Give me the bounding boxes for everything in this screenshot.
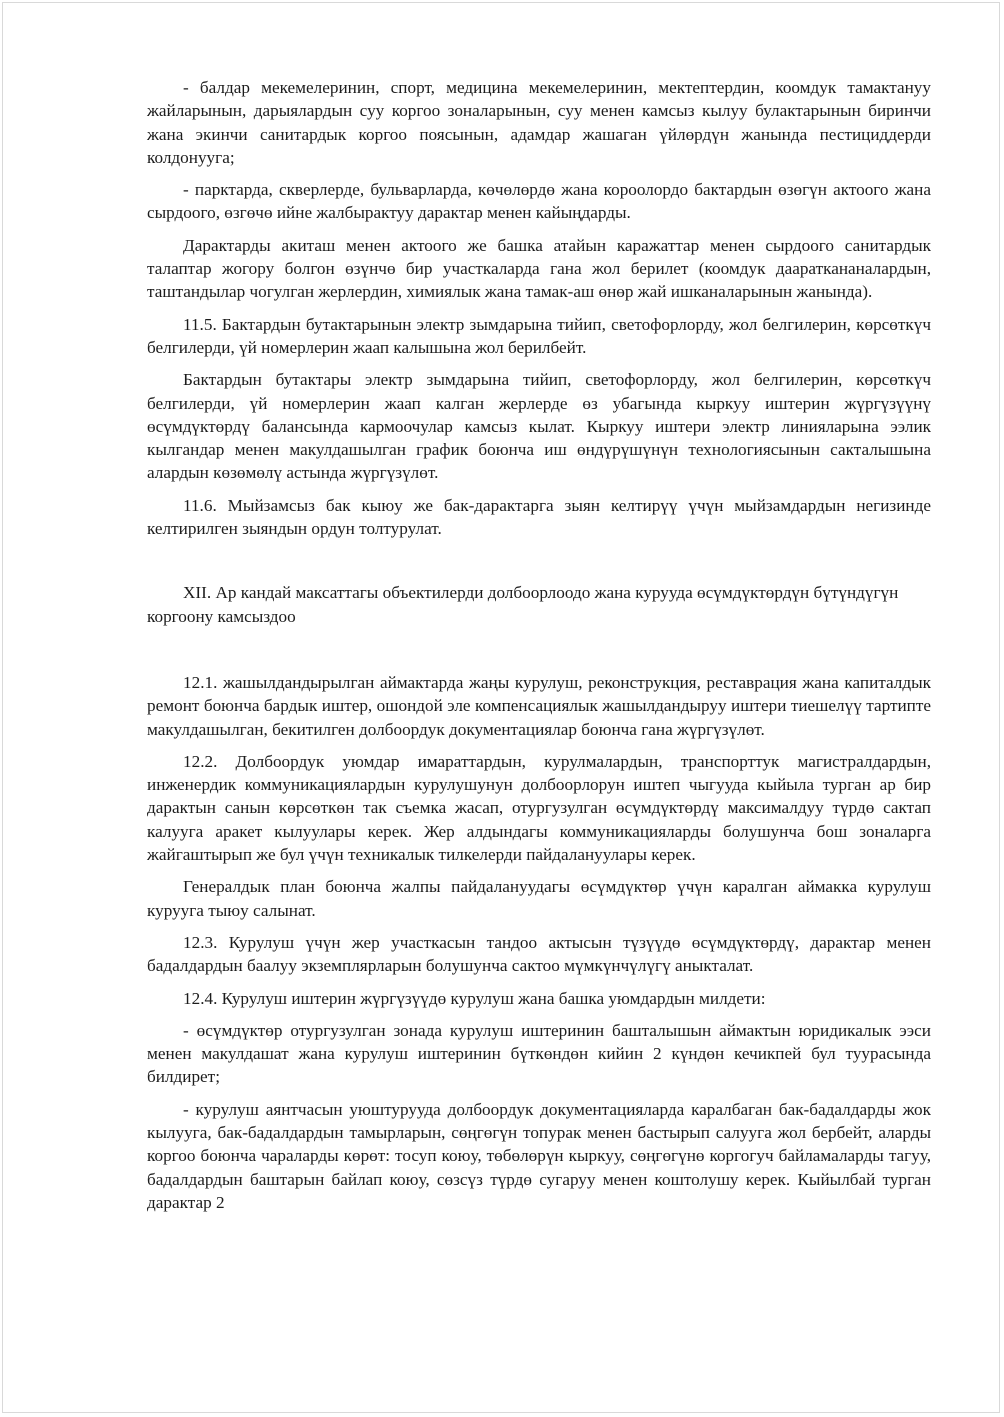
paragraph-12-2: 12.2. Долбоордук уюмдар имараттардын, курулмалардын, транспорттук магистралдардын, инженердик коммуникациялардын курулушунун долбоорлорун иштеп чыгууда кыйыла турган ар бир дарактын санын көрсөткөн так съемка жасап, отургузулган өсүмдүктөрдү максималдуу түрдө сактап калууга аракет кылуулары керек. Жер алдындагы коммуникацияларды болушунча бош зоналарга жайгаштырып же бул үчүн техникалык тилкелерди пайдалануулары керек. [147,751,931,865]
paragraph-site-protection: - курулуш аянтчасын уюштурууда долбоордук документацияларда каралбаган бак-бадалдарды жок кылууга, бак-бадалдардын тамырларын, сөңгөгүн топурак менен бастырып салууга жол бербейт, аларды коргоо боюнча чараларды көрөт: тосуп коюу, төбөлөрүн кыркуу, сөңгөгүнө коргогуч байламаларды тагуу, бадалдардын баштарын байлап коюу, сөзсүз түрдө сугаруу менен коштолушу керек. Кыйылбай турган дарактар 2 [147,1099,931,1212]
paragraph-11-5: 11.5. Бактардын бутактарынын электр зымдарына тийип, светофорлорду, жол белгилерин, көрсөткүч белгилерди, үй номерлерин жаап калышына жол берилбейт. [147,314,931,357]
paragraph-12-3: 12.3. Курулуш үчүн жер участкасын тандоо актысын түзүүдө өсүмдүктөрдү, дарактар менен бадалдардын баалуу экземплярларын болушунча сактоо мүмкүнчүлүгү аныкталат. [147,932,931,976]
paragraph-notify-owner: - өсүмдүктөр отургузулган зонада курулуш иштеринин башталышын аймактын юридикалык ээси менен макулдашат жана курулуш иштеринин бүткөндөн кийин 2 күндөн кечикпей бул туурасында билдирет; [147,1020,931,1087]
paragraph-pruning: Бактардын бутактары электр зымдарына тийип, светофорлорду, жол белгилерин, көрсөткүч белгилерди, үй номерлерин жаап калган жерлерде өз убагында кыркуу иштерин жүргүзүүнү өсүмдүктөрдү балансында кармоочулар камсыз кылат. Кыркуу иштери электр линияларына ээлик кылгандар менен макулдашылган график боюнча иш өндүрүшүнүн технологиясынын сакталышына алардын көзөмөлү астында жүргүзүлөт. [147,370,931,483]
paragraph-whitewash-ban: - парктарда, скверлерде, бульварларда, көчөлөрдө жана короолордо бактардын өзөгүн актоого жана сырдоого, өзгөчө ийне жалбырактуу дарактар менен кайыңдарды. [147,180,931,223]
paragraph-12-4: 12.4. Курулуш иштерин жүргүзүүдө курулуш жана башка уюмдардын милдети: [183,988,766,1008]
document-body [147,76,931,1214]
paragraph-whitewash-allowed: Дарактарды акиташ менен актоого же башка атайын каражаттар менен сырдоого санитардык талаптар жогору болгон өзүнчө бир участкаларда гана жол берилет (коомдук даараткананалардын, таштандылар чогулган жерлердин, химиялык жана тамак-аш өнөр жай ишканаларынын жанында). [147,235,931,302]
document-page [2,2,1000,1413]
paragraph-11-6: 11.6. Мыйзамсыз бак кыюу же бак-дарактарга зыян келтирүү үчүн мыйзамдардын негизинде келтирилген зыяндын ордун толтурулат. [147,495,931,539]
paragraph-pesticides: - балдар мекемелеринин, спорт, медицина мекемелеринин, мектептердин, коомдук тамактануу жайларынын, дарыялардын суу коргоо зоналарынын, суу менен камсыз кылуу булактарынын биринчи жана экинчи санитардык коргоо поясынын, адамдар жашаган үйлөрдүн жанында пестициддерди колдонууга; [147,78,931,167]
section-heading-xii: XII. Ар кандай максаттагы объектилерди долбоорлоодо жана курууда өсүмдүктөрдүн бүтүндүгүн коргоону камсыздоо [147,583,899,626]
paragraph-12-1: 12.1. жашылдандырылган аймактарда жаңы курулуш, реконструкция, реставрация жана капиталдык ремонт боюнча бардык иштер, ошондой эле компенсациялык жашылдандыруу иштери тиешелүү тартипте макулдашылган, бекитилген долбоордук документациялар боюнча гана жүргүзүлөт. [147,672,931,739]
paragraph-general-plan: Генералдык план боюнча жалпы пайдалануудагы өсүмдүктөр үчүн каралган аймакка курулуш курууга тыюу салынат. [147,877,931,920]
